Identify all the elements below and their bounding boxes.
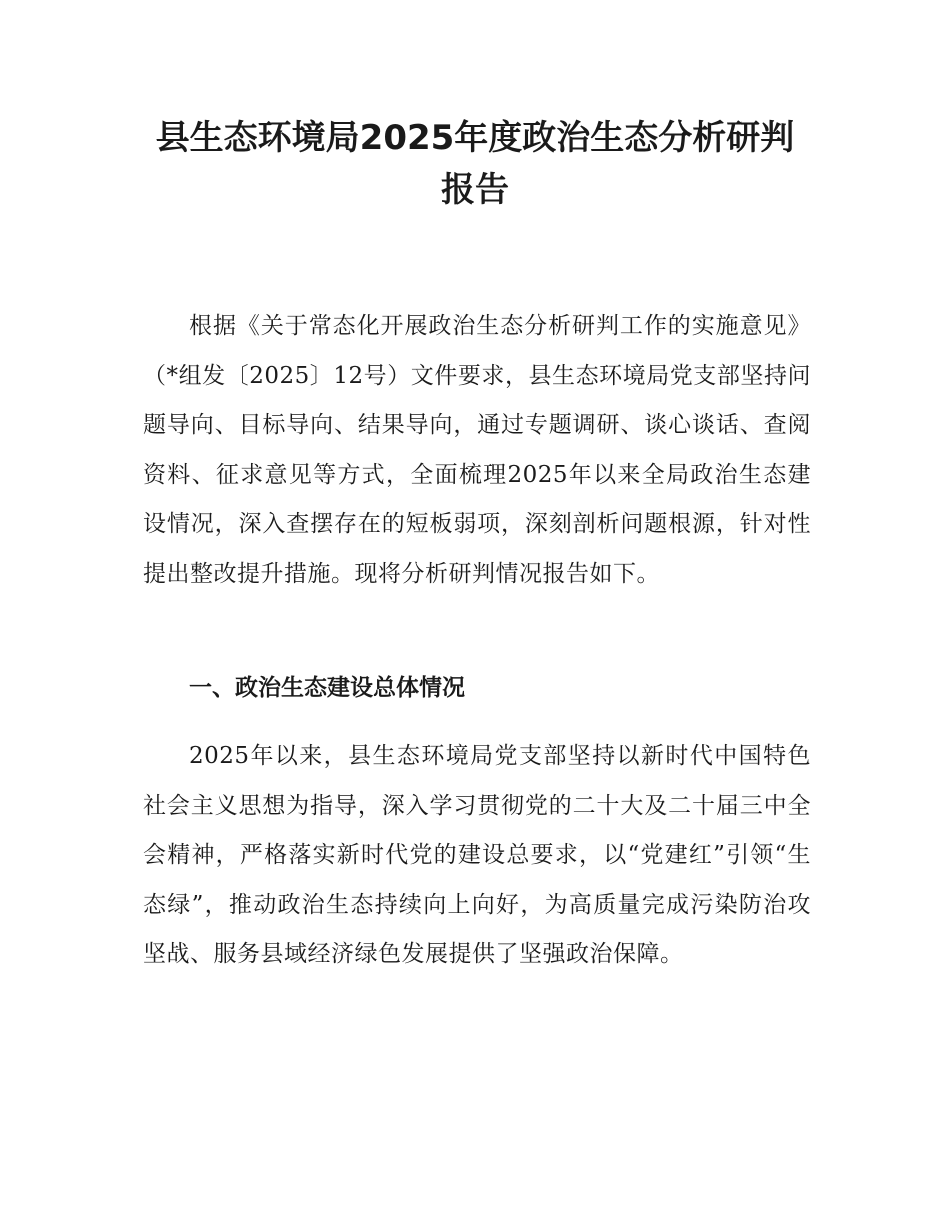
section-paragraph: 2025年以来，县生态环境局党支部坚持以新时代中国特色社会主义思想为指导，深入学习贯彻党的二十大及二十届三中全会精神，严格落实新时代党的建设总要求，以“党建红”引领“生态绿”，推动政治生态持续向上向好，为高质量完成污染防治攻坚战、服务县域经济绿色发展提供了坚强政治保障。 (143, 743, 811, 967)
document-title: 县生态环境局2025年度政治生态分析研判报告 (155, 118, 795, 210)
intro-paragraph: 根据《关于常态化开展政治生态分析研判工作的实施意见》（*组发〔2025〕12号）文件要求，县生态环境局党支部坚持问题导向、目标导向、结果导向，通过专题调研、谈心谈话、查阅资料、征求意见等方式，全面梳理2025年以来全局政治生态建设情况，深入查摆存在的短板弱项，深刻剖析问题根源，针对性提出整改提升措施。现将分析研判情况报告如下。 (143, 313, 811, 587)
section-heading: 一、政治生态建设总体情况 (189, 675, 465, 701)
